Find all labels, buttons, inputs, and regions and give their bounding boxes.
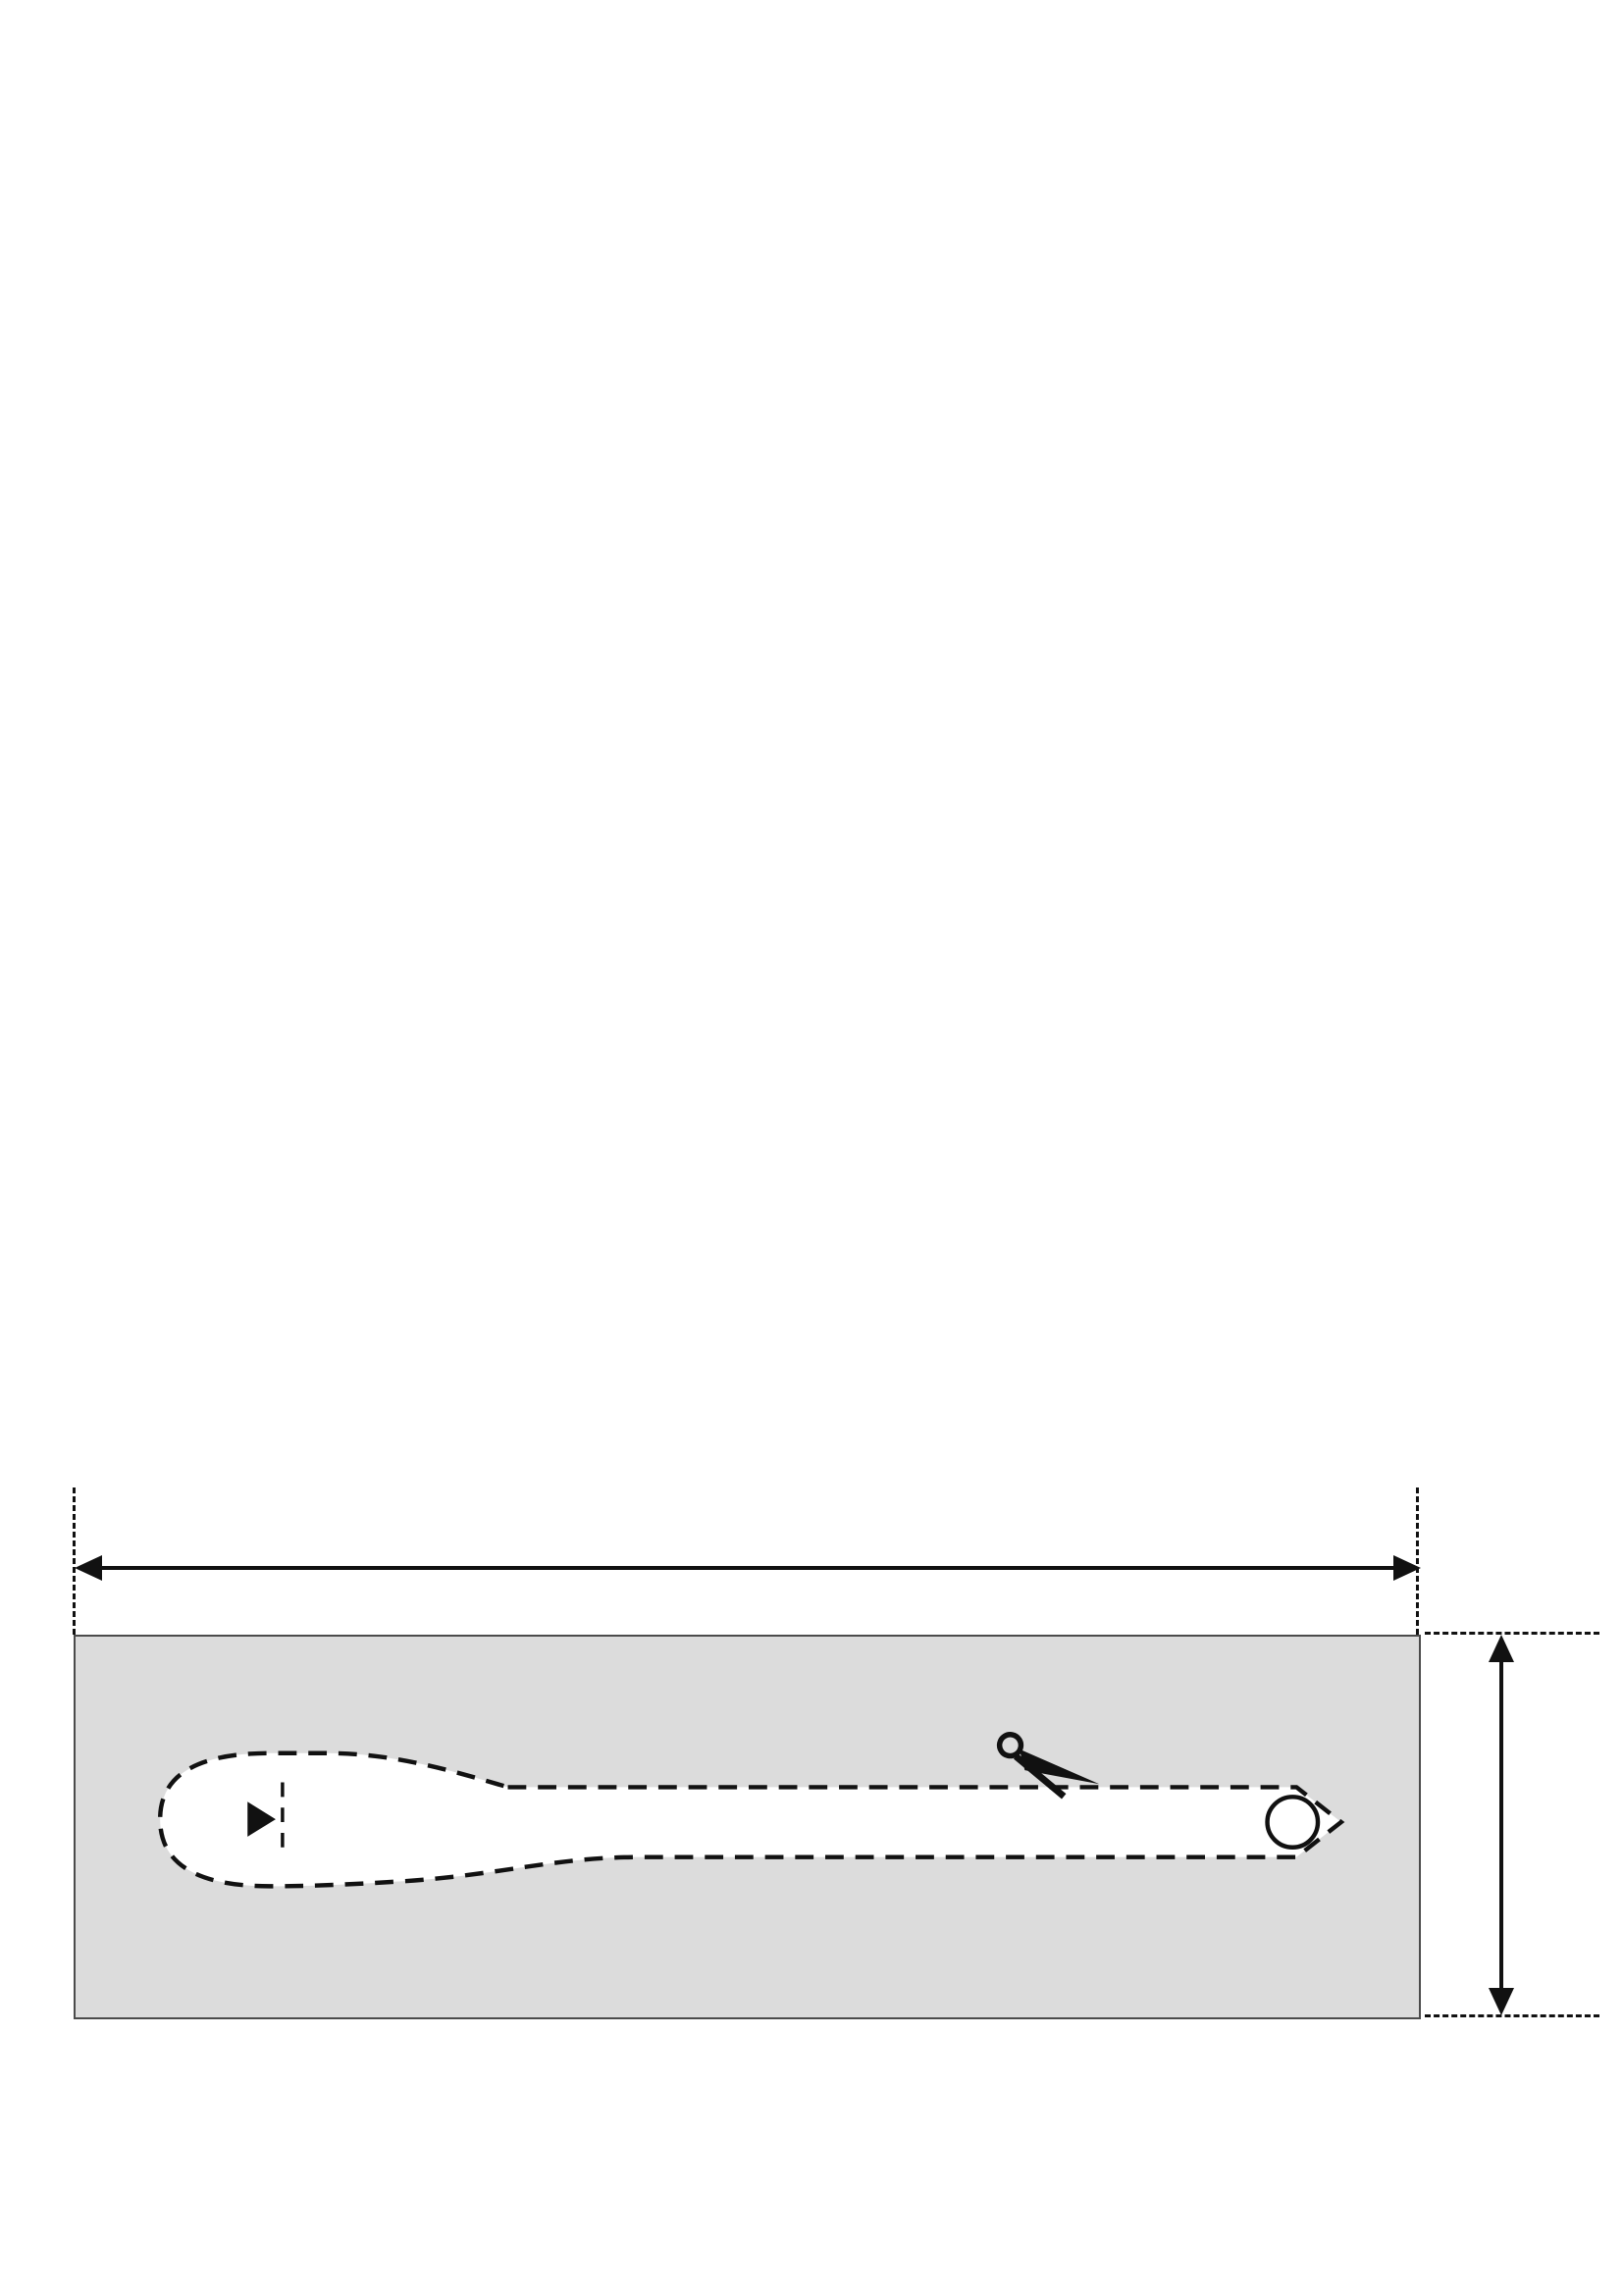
width-arrow-line (98, 1566, 1397, 1570)
height-label (1449, 1770, 1489, 1878)
page-title (0, 63, 1623, 155)
page-subtitle (0, 175, 1623, 216)
sizer-paddle-outline (160, 1753, 1341, 1887)
width-arrow-left-head (75, 1555, 102, 1581)
ring-sizer-template (76, 1637, 1419, 2017)
height-arrow-top-head (1489, 1635, 1514, 1662)
width-arrow-right-head (1393, 1555, 1421, 1581)
height-arrow-line (1499, 1660, 1503, 1990)
ring-row-1 (74, 432, 1549, 728)
sizer-template-panel (74, 1635, 1421, 2019)
ring-row-3 (59, 1077, 1364, 1378)
width-label (74, 1582, 1421, 1625)
height-arrow-bottom-head (1489, 1988, 1514, 2015)
ring-row-2 (74, 752, 1549, 1048)
